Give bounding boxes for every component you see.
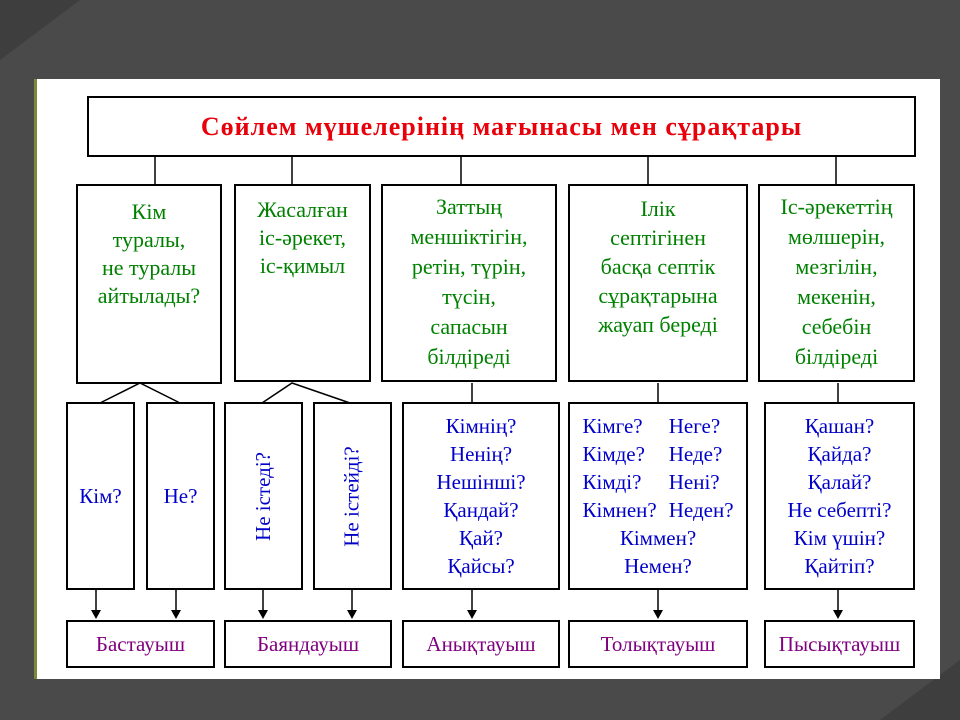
- question-box-what-does: [313, 402, 392, 590]
- result-label: Пысықтауыш: [778, 631, 901, 656]
- question-text: Қайда?: [807, 442, 872, 466]
- question-text: Неде?: [668, 442, 723, 466]
- definition-line: туралы,: [112, 227, 186, 252]
- definition-line: септігінен: [610, 225, 706, 250]
- question-text: Кімде?: [582, 442, 645, 466]
- result-box-attribute: [402, 620, 560, 668]
- definition-line: сұрақтарына: [598, 283, 718, 308]
- definition-line: басқа септік: [600, 254, 716, 279]
- question-text: Не?: [163, 483, 198, 508]
- result-box-adverbial: [764, 620, 915, 668]
- definition-line: мекенін,: [797, 284, 876, 309]
- question-text: Немен?: [624, 554, 692, 578]
- definition-line: меншіктігін,: [410, 224, 528, 249]
- question-text: Не істеді?: [251, 451, 276, 541]
- result-box-predicate: [224, 620, 392, 668]
- question-box-attribute: [402, 402, 560, 590]
- definition-line: не туралы: [101, 255, 197, 280]
- result-label: Толықтауыш: [600, 631, 716, 656]
- question-text: Кімді?: [582, 470, 642, 494]
- definition-line: білдіреді: [427, 344, 511, 369]
- definition-box-adverbial: [758, 184, 915, 382]
- question-box-what: [146, 402, 215, 590]
- question-text: Қалай?: [807, 470, 872, 494]
- question-text: Кіммен?: [619, 526, 697, 550]
- question-text: Кімнен?: [582, 498, 657, 522]
- definition-box-object: [568, 184, 748, 382]
- question-text: Кімнің?: [445, 414, 517, 438]
- definition-line: сапасын: [430, 314, 508, 339]
- definition-line: Іс-әрекеттің: [780, 194, 893, 219]
- definition-line: ретін, түрін,: [411, 254, 527, 279]
- result-box-subject: [66, 620, 215, 668]
- diagram-title-box: [87, 96, 916, 157]
- definition-line: білдіреді: [794, 344, 879, 369]
- definition-line: мөлшерін,: [788, 224, 885, 249]
- result-label: Бастауыш: [95, 631, 186, 656]
- question-box-adverbial: [764, 402, 915, 590]
- question-text: Кімге?: [582, 414, 643, 438]
- question-text: Нені?: [668, 470, 720, 494]
- question-text: Нешінші?: [436, 470, 526, 494]
- question-text: Не істейді?: [340, 445, 364, 547]
- question-text: Неден?: [668, 498, 734, 522]
- question-text: Кім үшін?: [793, 526, 886, 550]
- definition-line: Заттың: [436, 194, 502, 219]
- diagram-title: Сөйлем мүшелерінің мағынасы мен сұрақтары: [200, 111, 803, 141]
- definition-line: жауап береді: [598, 312, 718, 337]
- question-text: Неге?: [668, 414, 721, 438]
- result-label: Анықтауыш: [426, 631, 536, 656]
- question-text: Не себепті?: [787, 498, 892, 522]
- question-box-who: [66, 402, 135, 590]
- definition-box-attribute: [381, 184, 557, 382]
- definition-line: себебін: [801, 314, 872, 339]
- question-text: Қашан?: [804, 414, 875, 438]
- question-box-what-did: [224, 402, 303, 590]
- definition-line: Кім: [131, 199, 167, 224]
- definition-line: Ілік: [640, 196, 676, 221]
- definition-line: түсін,: [442, 284, 496, 309]
- question-text: Қайсы?: [447, 554, 515, 578]
- question-text: Кім?: [79, 483, 122, 508]
- question-text: Қандай?: [443, 498, 519, 522]
- question-text: Қай?: [459, 526, 503, 550]
- question-text: Ненің?: [449, 442, 513, 466]
- result-box-object: [568, 620, 748, 668]
- definition-line: айтылады?: [97, 283, 201, 308]
- definition-line: мезгілін,: [795, 254, 878, 279]
- definition-box-subject: [76, 184, 222, 384]
- definition-line: іс-әрекет,: [258, 225, 347, 250]
- result-label: Баяндауыш: [257, 631, 359, 656]
- question-grid: [582, 412, 733, 524]
- definition-box-predicate: [234, 184, 371, 382]
- question-box-object: [568, 402, 748, 590]
- question-text: Қайтіп?: [804, 554, 875, 578]
- definition-line: Жасалған: [257, 197, 348, 222]
- definition-line: іс-қимыл: [259, 253, 346, 278]
